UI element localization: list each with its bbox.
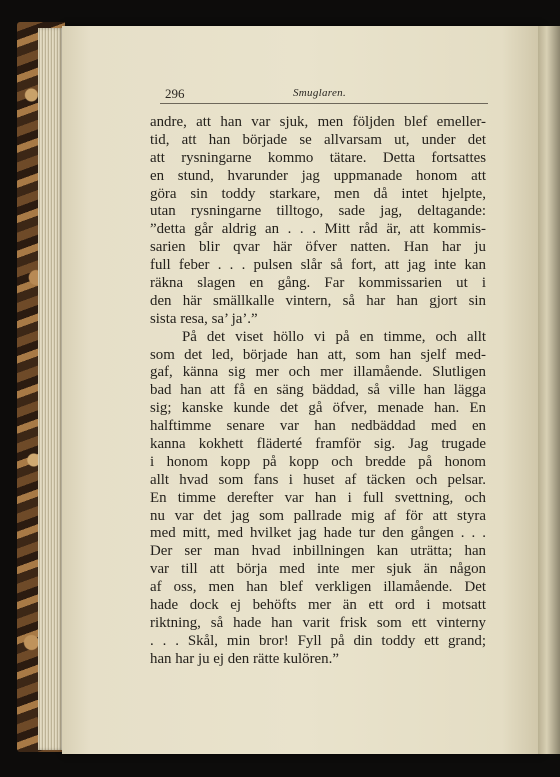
page-number: 296 bbox=[165, 86, 185, 101]
text-line: allt hvad som fans i huset af täcken och pelsar. bbox=[150, 471, 486, 488]
text-line: göra sin toddy starkare, men då intet hjelpte, bbox=[150, 185, 486, 202]
text-line: sista resa, sa’ ja’.” bbox=[150, 310, 258, 327]
text-line: ”detta går aldrig an . . . Mitt råd är, att kommis- bbox=[150, 221, 486, 238]
text-line: bad han att få en säng bäddad, så ville han lägga bbox=[150, 382, 486, 399]
text-line: kanna kokhett fläderté framför sig. Jag trugade bbox=[150, 436, 486, 453]
text-line: var till att börja med inte mer sjuk än någon bbox=[150, 561, 486, 578]
text-line: . . . Skål, min bror! Fyll på din toddy ett grand; bbox=[150, 632, 486, 649]
text-line: halftimme senare var han nedbäddad med en bbox=[150, 418, 486, 435]
text-line: En timme derefter var han i full svettning, och bbox=[150, 489, 486, 506]
text-line: att rysningarne kommo tätare. Detta fortsattes bbox=[150, 149, 486, 166]
text-line: utan rysningarne tilltogo, sade jag, deltagande: bbox=[150, 203, 486, 220]
text-line: På det viset höllo vi på en timme, och allt bbox=[182, 328, 486, 345]
text-line: riktning, så hade han varit frisk som ett vinterny bbox=[150, 614, 486, 631]
text-line: i honom kopp på kopp och bredde på honom bbox=[150, 453, 486, 470]
text-line: nu var det jag som pallrade mig af för att styra bbox=[150, 507, 486, 524]
text-line: räkna slagen en gång. Far kommissarien ut i bbox=[150, 275, 486, 292]
text-line: hade dock ej behöfts mer än ett ord i motsatt bbox=[150, 597, 486, 614]
text-line: som det led, började han att, som han sjelf med- bbox=[150, 346, 486, 363]
running-title: Smuglaren. bbox=[293, 87, 347, 99]
text-line: tid, att han började se allvarsam ut, under det bbox=[150, 131, 486, 148]
body-text bbox=[150, 114, 486, 669]
text-line: full feber . . . pulsen slår så fort, att jag inte kan bbox=[150, 257, 486, 274]
text-line: sig; kanske kunde det gå öfver, menade han. En bbox=[150, 400, 486, 417]
facing-page-edge bbox=[538, 26, 560, 754]
text-line: gaf, känna sig mer och mer illamående. Slutligen bbox=[150, 364, 486, 381]
page-edges bbox=[38, 28, 64, 750]
text-line: Der ser man hvad inbillningen kan uträtta; han bbox=[150, 543, 486, 560]
header-rule bbox=[160, 103, 488, 104]
text-line: den här smällkalle vintern, så har han gjort sin bbox=[150, 292, 486, 309]
text-line: af oss, men han blef verkligen illamående. Det bbox=[150, 579, 486, 596]
text-line: en stund, hvarunder jag uppmanade honom att bbox=[150, 167, 486, 184]
text-line: andre, att han var sjuk, men följden blef emeller- bbox=[150, 114, 486, 130]
text-line: han har ju ej den rätte kulören.” bbox=[150, 650, 339, 667]
text-line: med mitt, med hvilket jag hade tur den gången . . . bbox=[150, 525, 486, 542]
text-line: sarien blir qvar här öfver natten. Han har ju bbox=[150, 239, 486, 256]
